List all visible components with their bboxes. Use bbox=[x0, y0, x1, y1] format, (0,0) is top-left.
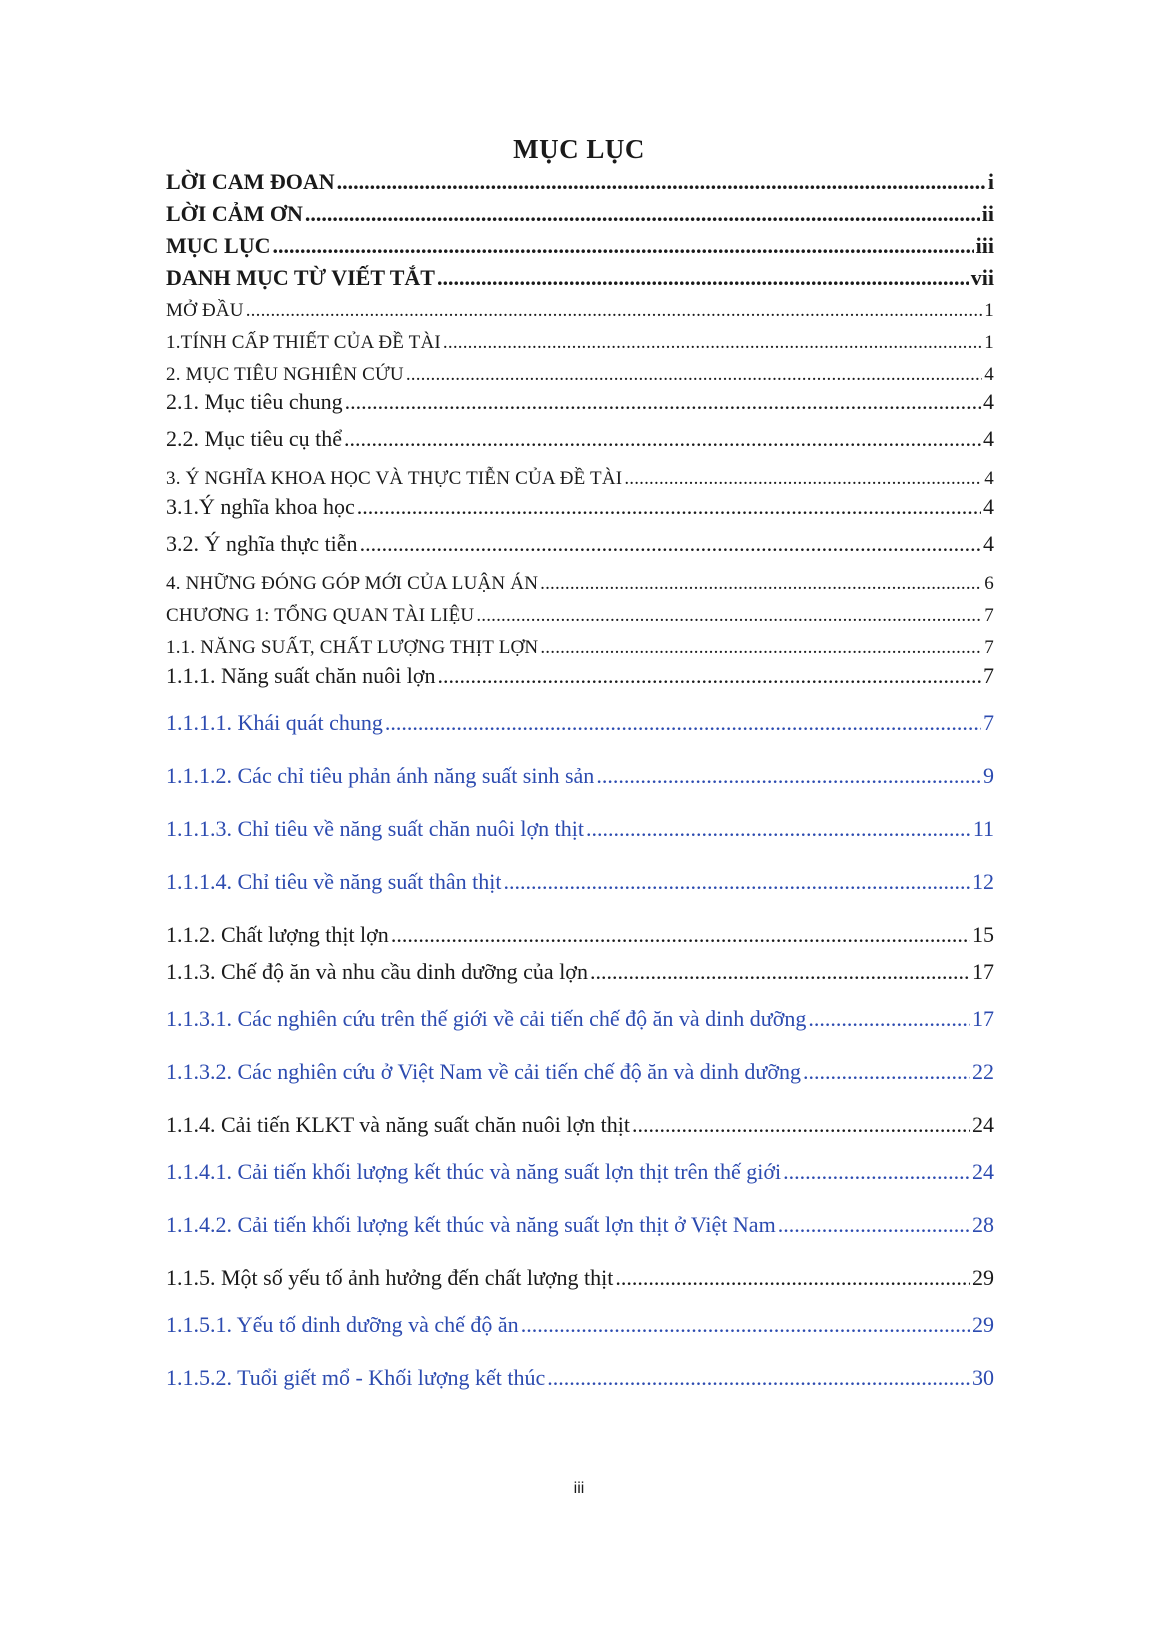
toc-entry-text: 1.1.5.1. Yếu tố dinh dưỡng và chế độ ăn bbox=[166, 1312, 519, 1337]
toc-entry-text: 4. NHỮNG ĐÓNG GÓP MỚI CỦA LUẬN ÁN bbox=[166, 573, 539, 594]
toc-entry-3-2[interactable] bbox=[166, 533, 994, 555]
toc-leader bbox=[357, 496, 981, 518]
toc-leader bbox=[783, 1161, 970, 1183]
toc-leader bbox=[803, 1061, 970, 1083]
toc-entry-chuong-1[interactable] bbox=[166, 606, 994, 625]
toc-entry-text: 1.1.4.2. Cải tiến khối lượng kết thúc và năng suất lợn thịt ở Việt Nam bbox=[166, 1212, 776, 1237]
toc-entry-1-1-5-2[interactable] bbox=[166, 1367, 994, 1389]
toc-leader bbox=[443, 333, 982, 352]
toc-entry-1-1-1-4[interactable] bbox=[166, 871, 994, 893]
toc-entry-page: ii bbox=[981, 201, 994, 226]
toc-leader bbox=[406, 365, 982, 384]
toc-leader bbox=[778, 1214, 970, 1236]
toc-leader bbox=[246, 301, 983, 320]
toc-leader bbox=[273, 235, 974, 257]
toc-entry-1-1-3-1[interactable] bbox=[166, 1008, 994, 1030]
toc-entry-page: 7 bbox=[984, 637, 994, 658]
toc-leader bbox=[521, 1314, 970, 1336]
toc-leader bbox=[624, 469, 982, 488]
toc-entry-1-1-5-1[interactable] bbox=[166, 1314, 994, 1336]
toc-leader bbox=[385, 712, 981, 734]
toc-entry-page: 4 bbox=[983, 531, 994, 556]
toc-entry-1-1[interactable] bbox=[166, 638, 994, 657]
toc-leader bbox=[547, 1367, 970, 1389]
toc-entry-1-1-1[interactable] bbox=[166, 665, 994, 687]
toc-entry-text: 1.1.5. Một số yếu tố ảnh hưởng đến chất lượng thịt bbox=[166, 1265, 614, 1290]
toc-entry-text: 2.1. Mục tiêu chung bbox=[166, 389, 343, 414]
toc-entry-text: CHƯƠNG 1: TỔNG QUAN TÀI LIỆU bbox=[166, 605, 475, 626]
toc-entry-tinh-cap-thiet[interactable] bbox=[166, 333, 994, 352]
toc-entry-page: 1 bbox=[984, 332, 994, 353]
toc-entry-loi-cam-on[interactable] bbox=[166, 203, 994, 225]
toc-leader bbox=[305, 203, 980, 225]
toc-entry-text: 1.1. NĂNG SUẤT, CHẤT LƯỢNG THỊT LỢN bbox=[166, 637, 539, 658]
toc-entry-text: LỜI CẢM ƠN bbox=[166, 201, 303, 226]
toc-entry-1-1-3[interactable] bbox=[166, 961, 994, 983]
toc-entry-page: 24 bbox=[972, 1112, 994, 1137]
toc-entry-text: 3. Ý NGHĨA KHOA HỌC VÀ THỰC TIỄN CỦA ĐỀ TÀI bbox=[166, 468, 623, 489]
toc-entry-text: DANH MỤC TỪ VIẾT TẮT bbox=[166, 265, 435, 290]
toc-leader bbox=[360, 533, 981, 555]
toc-entry-page: 30 bbox=[972, 1365, 994, 1390]
toc-entry-page: 1 bbox=[984, 300, 994, 321]
toc-entry-mo-dau[interactable] bbox=[166, 301, 994, 320]
toc-entry-text: 1.1.1.1. Khái quát chung bbox=[166, 710, 383, 735]
toc-entry-2-1[interactable] bbox=[166, 391, 994, 413]
toc-entry-1-1-2[interactable] bbox=[166, 924, 994, 946]
toc-leader bbox=[632, 1114, 970, 1136]
toc-entry-text: 1.TÍNH CẤP THIẾT CỦA ĐỀ TÀI bbox=[166, 332, 441, 353]
toc-entry-danh-muc[interactable] bbox=[166, 267, 994, 289]
toc-entry-text: 2.2. Mục tiêu cụ thể bbox=[166, 426, 342, 451]
toc-entry-text: 1.1.3.2. Các nghiên cứu ở Việt Nam về cải tiến chế độ ăn và dinh dưỡng bbox=[166, 1059, 801, 1084]
toc-leader bbox=[503, 871, 970, 893]
toc-entry-page: 17 bbox=[972, 1006, 994, 1031]
toc-leader bbox=[808, 1008, 970, 1030]
toc-entry-page: 4 bbox=[983, 426, 994, 451]
toc-entry-page: 29 bbox=[972, 1312, 994, 1337]
toc-entry-page: 7 bbox=[983, 710, 994, 735]
toc-entry-text: 1.1.3. Chế độ ăn và nhu cầu dinh dưỡng của lợn bbox=[166, 959, 588, 984]
toc-leader bbox=[586, 818, 971, 840]
toc-entry-text: 1.1.3.1. Các nghiên cứu trên thế giới về cải tiến chế độ ăn và dinh dưỡng bbox=[166, 1006, 807, 1031]
toc-entry-page: 6 bbox=[984, 573, 994, 594]
toc-entry-page: 29 bbox=[972, 1265, 994, 1290]
toc-entry-1-1-5[interactable] bbox=[166, 1267, 994, 1289]
toc-entry-page: 4 bbox=[984, 468, 994, 489]
toc-entry-page: 9 bbox=[983, 763, 994, 788]
toc-entry-1-1-4-1[interactable] bbox=[166, 1161, 994, 1183]
toc-entry-page: 17 bbox=[972, 959, 994, 984]
toc-entry-page: i bbox=[987, 169, 994, 194]
toc-entry-page: 4 bbox=[983, 389, 994, 414]
toc-entry-page: 7 bbox=[983, 663, 994, 688]
toc-entry-text: LỜI CAM ĐOAN bbox=[166, 169, 335, 194]
toc-entry-page: 15 bbox=[972, 922, 994, 947]
toc-leader bbox=[540, 574, 982, 593]
toc-entry-1-1-1-3[interactable] bbox=[166, 818, 994, 840]
toc-entry-dong-gop[interactable] bbox=[166, 574, 994, 593]
toc-entry-page: 24 bbox=[972, 1159, 994, 1184]
toc-entry-page: iii bbox=[975, 233, 994, 258]
toc-entry-loi-cam-doan[interactable] bbox=[166, 171, 994, 193]
toc-entry-text: 3.2. Ý nghĩa thực tiễn bbox=[166, 531, 358, 556]
toc-entry-page: 28 bbox=[972, 1212, 994, 1237]
toc-entry-text: 1.1.5.2. Tuổi giết mổ - Khối lượng kết thúc bbox=[166, 1365, 546, 1390]
toc-entry-1-1-1-1[interactable] bbox=[166, 712, 994, 734]
toc-leader bbox=[590, 961, 970, 983]
toc-entry-text: 1.1.1.4. Chỉ tiêu về năng suất thân thịt bbox=[166, 869, 502, 894]
toc-entry-page: 22 bbox=[972, 1059, 994, 1084]
toc-entry-text: 2. MỤC TIÊU NGHIÊN CỨU bbox=[166, 364, 404, 385]
toc-entry-page: vii bbox=[970, 265, 994, 290]
toc-entry-y-nghia[interactable] bbox=[166, 469, 994, 488]
toc-leader bbox=[344, 428, 981, 450]
toc-entry-page: 4 bbox=[983, 494, 994, 519]
toc-entry-text: 1.1.2. Chất lượng thịt lợn bbox=[166, 922, 389, 947]
toc-entry-page: 11 bbox=[972, 816, 994, 841]
toc-entry-muc-tieu[interactable] bbox=[166, 365, 994, 384]
toc-title: MỤC LỤC bbox=[513, 134, 645, 164]
toc-entry-1-1-4-2[interactable] bbox=[166, 1214, 994, 1236]
toc-leader bbox=[391, 924, 970, 946]
toc-entry-text: 3.1.Ý nghĩa khoa học bbox=[166, 494, 355, 519]
toc-entry-1-1-4[interactable] bbox=[166, 1114, 994, 1136]
toc-entry-page: 4 bbox=[984, 364, 994, 385]
toc-leader bbox=[345, 391, 981, 413]
toc-entry-text: 1.1.4.1. Cải tiến khối lượng kết thúc và năng suất lợn thịt trên thế giới bbox=[166, 1159, 782, 1184]
toc-entry-text: 1.1.1.3. Chỉ tiêu về năng suất chăn nuôi lợn thịt bbox=[166, 816, 584, 841]
toc-entry-text: 1.1.1. Năng suất chăn nuôi lợn bbox=[166, 663, 436, 688]
toc-entry-text: MỞ ĐẦU bbox=[166, 300, 244, 321]
toc-entry-muc-luc[interactable] bbox=[166, 235, 994, 257]
toc-leader bbox=[596, 765, 981, 787]
toc-leader bbox=[337, 171, 986, 193]
page-number: iii bbox=[573, 1480, 585, 1497]
toc-leader bbox=[437, 267, 969, 289]
toc-entry-1-1-3-2[interactable] bbox=[166, 1061, 994, 1083]
toc-leader bbox=[476, 606, 982, 625]
toc-entry-1-1-1-2[interactable] bbox=[166, 765, 994, 787]
toc-leader bbox=[615, 1267, 970, 1289]
toc-entry-3-1[interactable] bbox=[166, 496, 994, 518]
toc-entry-2-2[interactable] bbox=[166, 428, 994, 450]
toc-entry-text: 1.1.1.2. Các chỉ tiêu phản ánh năng suất sinh sản bbox=[166, 763, 595, 788]
toc-entry-page: 7 bbox=[984, 605, 994, 626]
toc-leader bbox=[540, 638, 982, 657]
toc-entry-text: 1.1.4. Cải tiến KLKT và năng suất chăn nuôi lợn thịt bbox=[166, 1112, 630, 1137]
toc-entry-text: MỤC LỤC bbox=[166, 233, 271, 258]
toc-entry-page: 12 bbox=[972, 869, 994, 894]
toc-leader bbox=[437, 665, 981, 687]
